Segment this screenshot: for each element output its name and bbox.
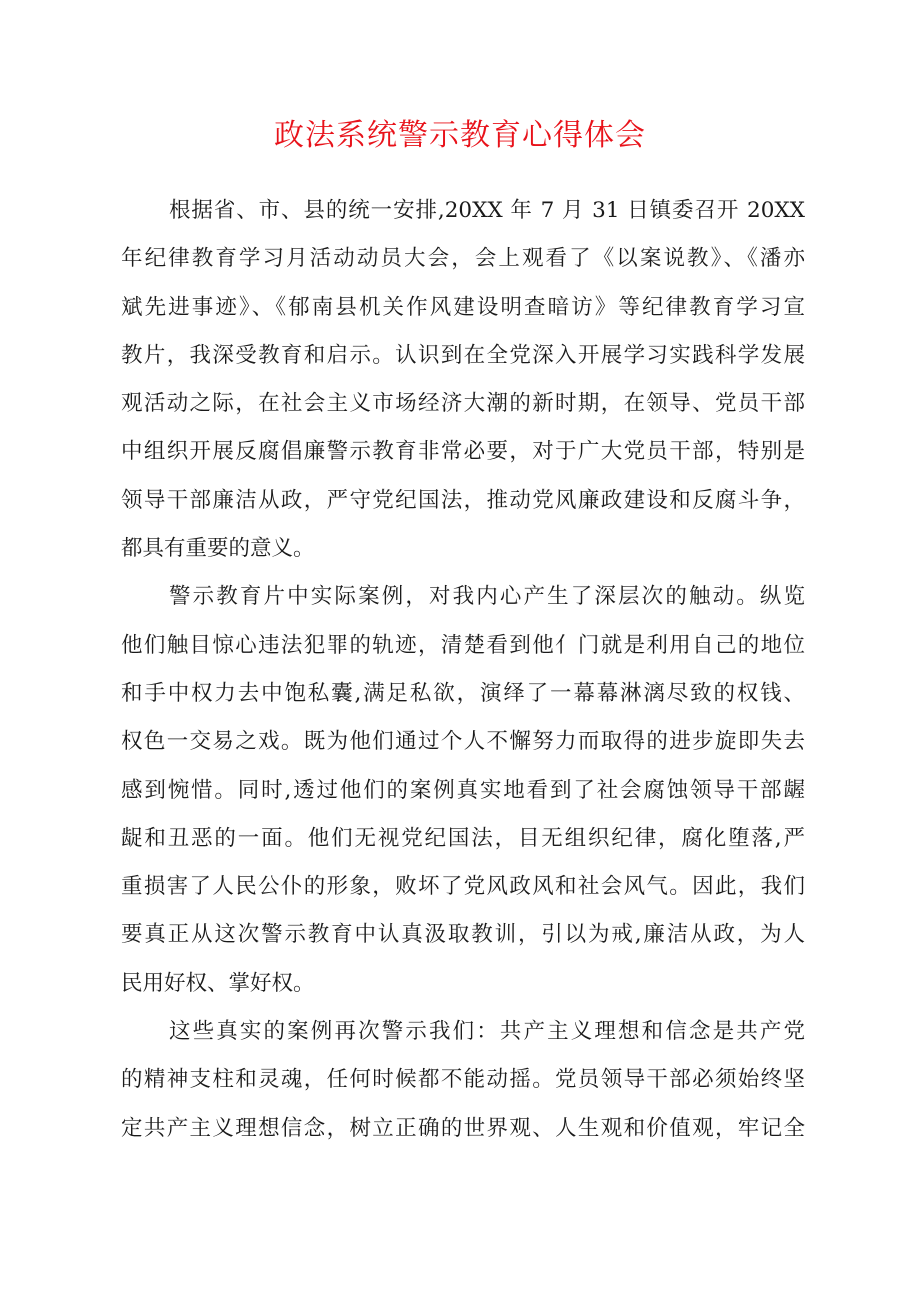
text-line: 斌先进事迹》、《郁南县机关作风建设明查暗访》等纪律教育学习宣 [121,294,805,320]
text-line: 的精神支柱和灵魂，任何时候都不能动摇。党员领导干部必须始终坚 [121,1067,805,1093]
text-line: 警示教育片中实际案例，对我内心产生了深层次的触动。纵览 [169,584,805,610]
paragraph-2 [121,573,805,1008]
text-line: 他们触目惊心违法犯罪的轨迹，清楚看到他亻门就是利用自己的地位 [121,632,805,658]
text-line: 教片，我深受教育和启示。认识到在全党深入开展学习实践科学发展 [121,342,805,368]
text-line: 年纪律教育学习月活动动员大会，会上观看了《以案说教》、《潘亦 [121,246,805,272]
document-body [121,187,805,1153]
text-line: 民用好权、掌好权。 [121,970,315,996]
text-line: 观活动之际，在社会主义市场经济大潮的新时期，在领导、党员干部 [121,391,805,417]
text-line: 领导干部廉洁从政，严守党纪国法，推动党风廉政建设和反腐斗争， [121,487,805,513]
text-line: 根据省、市、县的统一安排,20XX 年 7 月 31 日镇委召开 20XX [169,198,805,223]
text-line: 权色一交易之戏。既为他们通过个人不懈努力而取得的进步旋即失去 [121,729,805,755]
text-line: 龊和丑恶的一面。他们无视党纪国法，目无组织纪律，腐化堕落,严 [121,825,805,851]
text-line: 感到惋惜。同时,透过他们的案例真实地看到了社会腐蚀领导干部龌 [121,777,805,803]
text-line: 中组织开展反腐倡廉警示教育非常必要，对于广大党员干部，特别是 [121,439,805,465]
paragraph-3 [121,1008,805,1153]
text-line: 这些真实的案例再次警示我们：共产主义理想和信念是共产党 [169,1019,805,1045]
text-line: 都具有重要的意义。 [121,536,315,562]
text-line: 要真正从这次警示教育中认真汲取教训，引以为戒,廉洁从政，为人 [121,922,805,948]
text-line: 重损害了人民公仆的形象，败坏了党风政风和社会风气。因此，我们 [121,874,805,900]
document-title: 政法系统警示教育心得体会 [274,118,646,153]
text-line: 和手中权力去中饱私囊,满足私欲，演绎了一幕幕淋漓尽致的权钱、 [121,680,805,706]
paragraph-1 [121,187,805,573]
text-line: 定共产主义理想信念，树立正确的世界观、人生观和价值观，牢记全 [121,1115,805,1141]
